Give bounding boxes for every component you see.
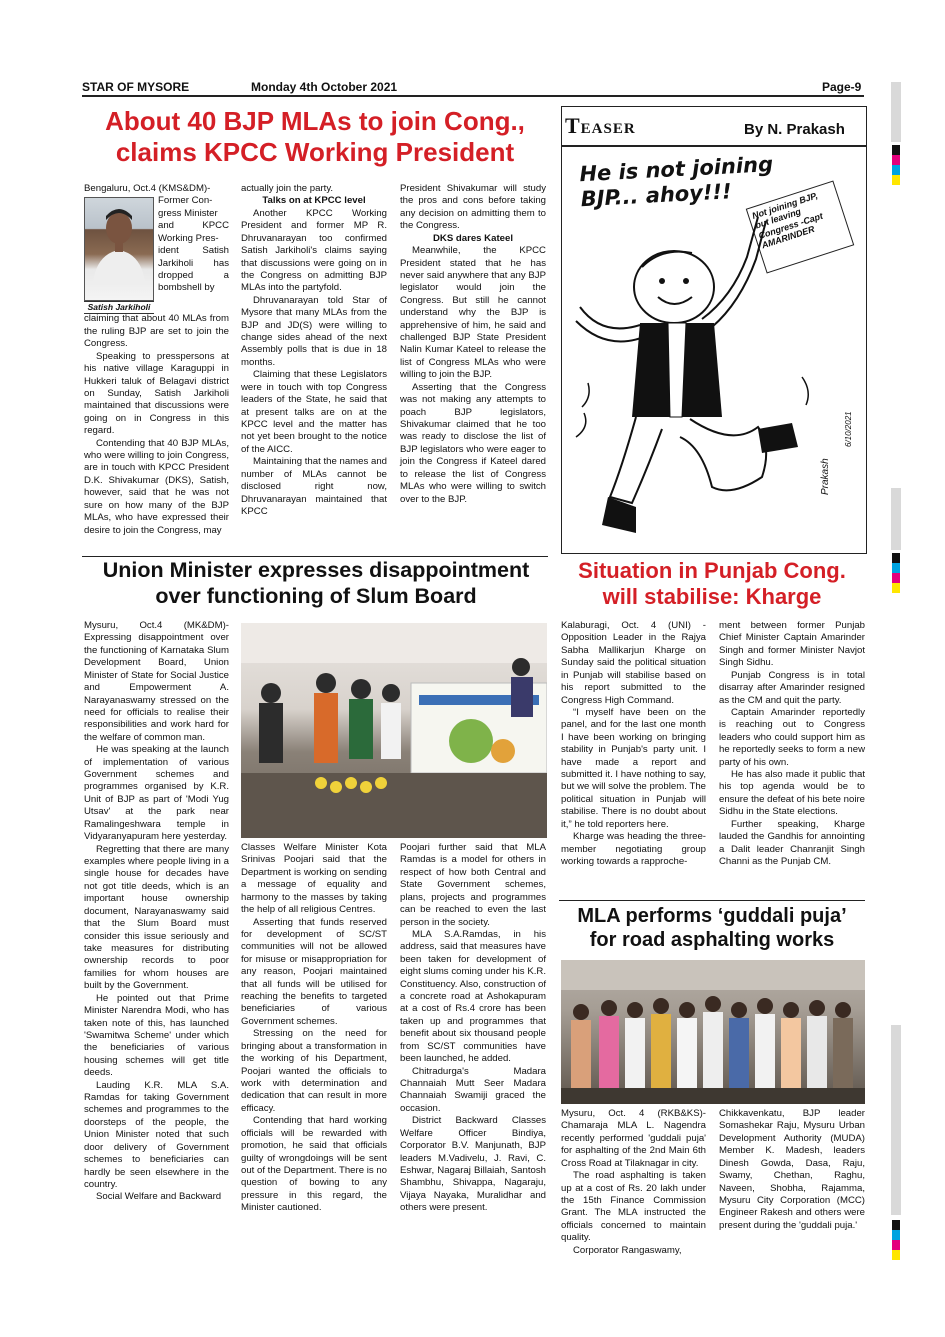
story1-col3: President Shivakumar will study the pros and cons before taking any decision on admitting them to the Congress. DKS dares Kateel Meanwhile, the KPCC President stated that he has never said anywhere that any BJP legislator would join the Congress. But still he cannot understand why the BJP is apprehensive of him, he said and challenged BJP State President Nalin Kumar Kateel to release the list of Congress MLAs who were willing to join the BJP. Asserting that the Congress was not making any attempts to poach BJP legislators, Shivakumar claimed that he too was ready to disclose the list of BJP legislators who were eager to join the Congress if Kateel dared to release the list of Congress MLAs who were willing to switch over to the BJP. (400, 183, 546, 505)
subhead-talks: Talks on at KPCC level (262, 195, 366, 207)
margin-bar (891, 82, 901, 142)
story1-col2: actually join the party. Talks on at KPCC level Another KPCC Working President and former MP R. Dhruvanarayan too confirmed Satish Jarkiholi's claims saying that discussions were going on in the Congress on admitting BJP MLAs into the partyfold. Dhruvanarayan told Star of Mysore that many MLAs from the BJP and JD(S) were willing to change sides ahead of the next Assembly polls that is due in 18 months. Claiming that these Legislators were in touch with top Congress leaders of the State, he said that at present talks are on at the KPCC level and the matter has not yet been brought to the notice of the AICC. Maintaining that the names and number of MLAs cannot be disclosed right now, Dhruvanarayan maintained that KPCC (241, 183, 387, 517)
header-rule (82, 95, 864, 97)
satish-jarkiholi-photo (84, 197, 154, 301)
story1-headline: About 40 BJP MLAs to join Cong., claims KPCC Working President (105, 106, 525, 168)
story2-col2: Classes Welfare Minister Kota Srinivas Poojari said that the Department is working on sending a message of equality and harmony to the masses by taking the help of all religious Centres. Asserting that funds reserved for development of SC/ST communities will not be allowed for misuse or misappropriation for any reason, Poojari maintained that all funds will be utilised for reaching the benefits to targeted beneficiaries of various Government schemes. Stressing on the need for bringing about a transformation in the working of his Department, Poojari wanted the officials to work with determination and dedication that can result in more efficacy. Contending that hard working officials will be rewarded with promotion, he said that officials guilty of wrongdoings will be sent out of the Department. There is no question of bowing to any pressure in this regard, the Minister cautioned. (241, 842, 387, 1214)
story3-col1: Kalaburagi, Oct. 4 (UNI) - Opposition Leader in the Rajya Sabha Mallikarjun Kharge on Sunday said the political situation in Punjab will stabilise based on his report submitted to the Congress High Command. “I myself have been on the panel, and for the last one month I have been working on bringing stability in Punjab's party unit. I have made a report and submitted it. I have nothing to say, but we will solve the problem. The political situation in Punjab will stabilise. There is no doubt about it,” he told reporters here. Kharge was heading the three-member negotiating group working towards a rapproche- (561, 620, 706, 868)
registration-mark (892, 553, 900, 593)
guddali-puja-photo (561, 960, 865, 1104)
slum-board-photo (241, 623, 547, 838)
story2-col1: Mysuru, Oct.4 (MK&DM)- Expressing disappointment over the functioning of Karnataka Slum Development Board, Union Minister of State for Social Justice and Empowerment A. Narayanaswamy stressed on the need for officials to realise their responsibilities and work hard for the welfare of common man. He was speaking at the launch of implementation of various Government schemes and programmes organised by K.R. Unit of BJP as part of 'Modi Yug Utsav' at the park near Ramalingeshwara temple in Vidyaranyapuram here yesterday. Regretting that there are many examples where people living in a single house for decades have not got title deeds, which is an important house ownership document, Narayanaswamy said that the Slum Board must consider this issue seriously and take measures for distributing ownership records to poor families for whom houses are built by the Government. He pointed out that Prime Minister Narendra Modi, who has taken note of this, has launched 'Swamitwa Scheme' under which the beneficiaries of various housing schemes will get title deeds. Lauding K.R. MLA S.A. Ramdas for taking Government schemes and programmes to the doorsteps of the people, the Union Minister noted that such door delivery of Government schemes to beneficiaries can hardly be seen elsewhere in the country. Social Welfare and Backward (84, 620, 229, 1203)
registration-mark (892, 1220, 900, 1260)
story4-headline: MLA performs ‘guddali puja’ for road asphalting works (577, 905, 847, 951)
registration-mark (892, 145, 900, 185)
margin-bar (891, 488, 901, 550)
cartoon-signature: Prakash (820, 458, 831, 495)
teaser-byline: By N. Prakash (744, 121, 845, 138)
margin-bar (891, 1025, 901, 1215)
page-number: Page-9 (822, 80, 862, 94)
cartoon-speech: He is not joining BJP... ahoy!!! (578, 152, 774, 212)
cartoon-date: 6/10/2021 (844, 411, 853, 447)
section-rule (82, 556, 548, 557)
issue-date: Monday 4th October 2021 (251, 80, 398, 94)
cartoon-placard: Not joining BJP, but leaving Congress -Capt AMARINDER (746, 180, 855, 273)
teaser-header (562, 107, 866, 147)
story4-col1: Mysuru, Oct. 4 (RKB&KS)- Chamaraja MLA L. Nagendra recently performed 'guddali puja' for asphalting of the 2nd Main 6th Cross Road at Tilaknagar in city. The road asphalting is taken up at a cost of Rs. 20 lakh under the 15th Finance Commission Grant. The MLA instructed the officials concerned to maintain quality. Corporator Rangaswamy, (561, 1108, 706, 1256)
story1-col1: Bengaluru, Oct.4 (KMS&DM)- Satish Jarkiholi Former Con- gress Minister and KPCC Working Pres- ident Satish Jarkiholi has dropped a bombshell by claiming that about 40 MLAs from the ruling BJP are set to join the Congress. Speaking to presspersons at his native village Karaguppi in Hukkeri taluk of Belagavi district on Sunday, Satish Jarkiholi maintained that discussions were going on in Congress in this regard. Contending that 40 BJP MLAs, who were willing to join Congress, are in touch with KPCC President D.K. Shivakumar (DKS), Satish, however, said that he was not sure on how many of the BJP MLAs, who have expressed their desire to join the Congress, may (84, 183, 229, 536)
teaser-box (561, 106, 867, 554)
portrait-icon (85, 198, 153, 282)
crowd-photo-icon (561, 960, 865, 1104)
story3-headline: Situation in Punjab Cong. will stabilise: Kharge (578, 558, 846, 610)
event-photo-icon (241, 623, 547, 838)
story1-dateline: Bengaluru, Oct.4 (KMS&DM)- (84, 183, 211, 194)
teaser-title: Teaser (565, 113, 636, 138)
masthead: STAR OF MYSORE (82, 80, 190, 94)
subhead-dks: DKS dares Kateel (433, 232, 513, 244)
story1-wrap-text: Former Con- gress Minister and KPCC Working Pres- ident Satish Jarkiholi has dropped a bombshell by (158, 195, 229, 294)
section-rule (559, 900, 865, 901)
photo-caption: Satish Jarkiholi (84, 301, 154, 314)
story4-col2: Chikkavenkatu, BJP leader Somashekar Raju, Mysuru Urban Development Authority (MUDA) Member K. Madesh, leaders Dinesh Gowda, Dasa, Raju, Swamy, Chethan, Raghu, Naveen, Shobha, Rajamma, Mysuru City Corporation (MCC) Engineer Rakesh and others were present during the 'guddali puja.' (719, 1108, 865, 1231)
story2-headline: Union Minister expresses disappointment over functioning of Slum Board (102, 558, 530, 608)
story3-col2: ment between former Punjab Chief Minister Captain Amarinder Singh and former Minister Navjot Singh Sidhu. Punjab Congress is in total disarray after Amarinder resigned as the CM and quit the party. Captain Amarinder reportedly is reaching out to Congress leaders who could support him as he reportedly seeks to form a new party of his own. He has also made it public that his top agenda would be to ensure the defeat of his bete noire Sidhu in the State elections. Further speaking, Kharge lauded the Gandhis for annointing a Dalit leader Chanranjit Singh Channi as the Punjab CM. (719, 620, 865, 868)
story2-col3: Poojari further said that MLA Ramdas is a model for others in respect of how both Central and State Government schemes, plans, projects and programmes can be reached to even the last person in the society. MLA S.A.Ramdas, in his address, said that measures have been taken for development of eight slums coming under his K.R. Constituency. Also, construction of a concrete road at Ashokapuram at a cost of Rs.4 crore has been taken up and programmes that benefit about six thousand people from SC/ST communities have been launched, he added. Chitradurga's Madara Channaiah Mutt Seer Madara Channaiah Swamiji graced the occasion. District Backward Classes Welfare Officer Bindiya, Corporator B.V. Manjunath, BJP leaders M.Vadivelu, J. Ravi, C. Eshwar, Nagaraj Billaiah, Santosh Shambhu, Shivappa, Nagaraju, Vijaya Nayaka, Muralidhar and others were present. (400, 842, 546, 1214)
